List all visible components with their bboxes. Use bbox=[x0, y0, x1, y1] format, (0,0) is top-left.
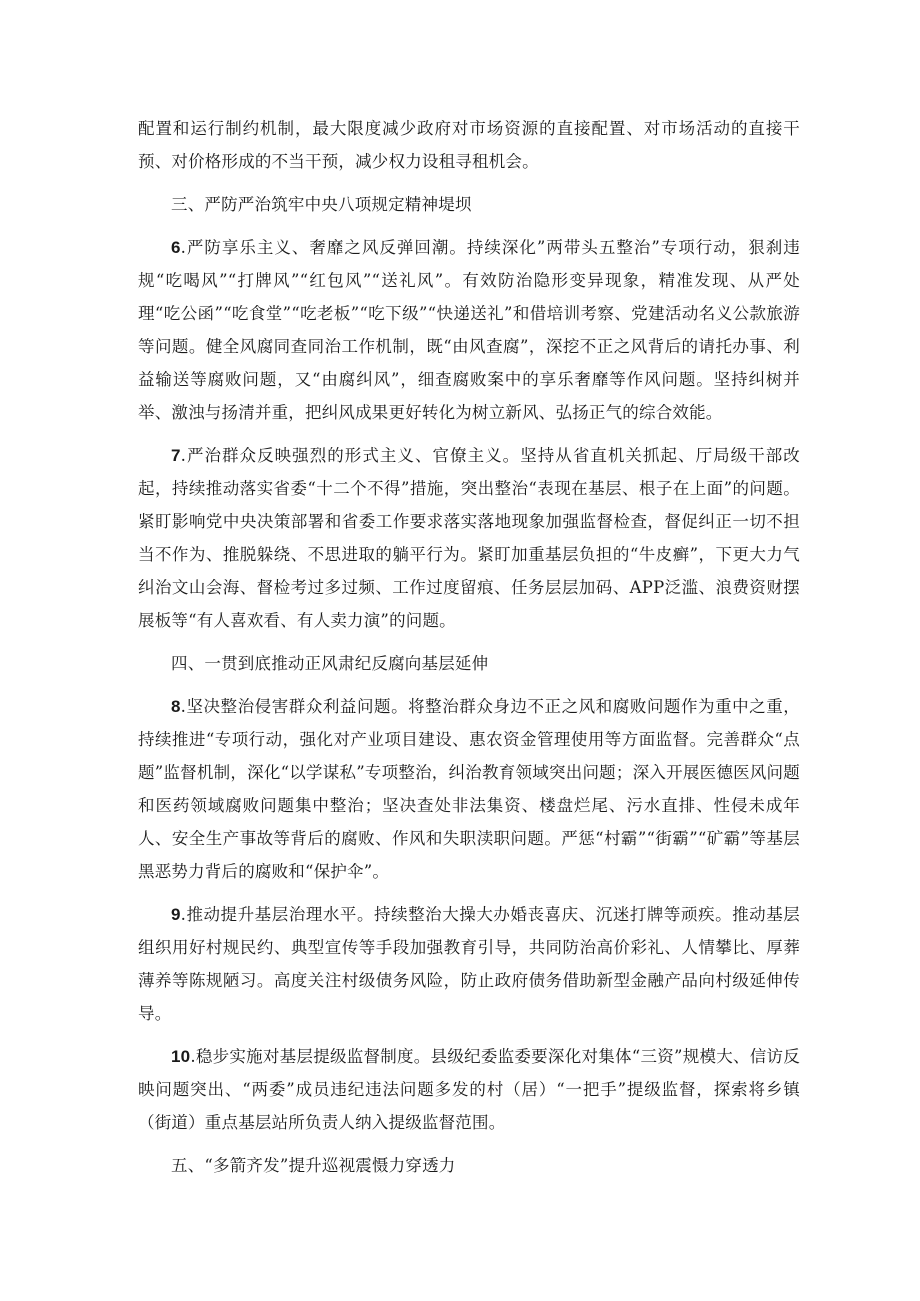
paragraph-10-text: .稳步实施对基层提级监督制度。县级纪委监委要深化对集体“三资”规模大、信访反映问题突出、“两委”成员违纪违法问题多发的村（居）“一把手”提级监督，探索将乡镇（街道）重点基层站所负责人纳入提级监督范围。 bbox=[138, 1047, 800, 1132]
paragraph-7-text: .严治群众反映强烈的形式主义、官僚主义。坚持从省直机关抓起、厅局级干部改起，持续推动落实省委“十二个不得”措施，突出整治“表现在基层、根子在上面”的问题。紧盯影响党中央决策部署和省委工作要求落实落地现象加强监督检查，督促纠正一切不担当不作为、推脱躲绕、不思进取的躺平行为。紧盯加重基层负担的“牛皮癣”，下更大力气纠治文山会海、督检考过多过频、工作过度留痕、任务层层加码、APP泛滥、浪费资财摆展板等“有人喜欢看、有人卖力演”的问题。 bbox=[138, 446, 800, 630]
paragraph-6 bbox=[138, 231, 800, 429]
intro-paragraph: 配置和运行制约机制，最大限度减少政府对市场资源的直接配置、对市场活动的直接干预、对价格形成的不当干预，减少权力设租寻租机会。 bbox=[138, 119, 800, 171]
item-number-10: 10 bbox=[171, 1047, 191, 1066]
section-heading-5: 五、“多箭齐发”提升巡视震慑力穿透力 bbox=[171, 1156, 456, 1175]
item-number-8: 8 bbox=[171, 697, 181, 716]
paragraph-6-text: .严防享乐主义、奢靡之风反弹回潮。持续深化”两带头五整治”专项行动，狠刹违规“吃喝风”“打牌风”“红包风”“送礼风”。有效防治隐形变异现象，精准发现、从严处理“吃公函”“吃食堂”“吃老板”“吃下级”“快递送礼”和借培训考察、党建活动名义公款旅游等问题。健全风腐同查同治工作机制，既“由风查腐”，深挖不正之风背后的请托办事、利益输送等腐败问题，又“由腐纠风”，细查腐败案中的享乐奢靡等作风问题。坚持纠树并举、激浊与扬清并重，把纠风成果更好转化为树立新风、弘扬正气的综合效能。 bbox=[138, 238, 800, 422]
paragraph-9 bbox=[138, 898, 800, 1030]
paragraph-7 bbox=[138, 439, 800, 637]
paragraph-8 bbox=[138, 690, 800, 888]
paragraph-8-text: .坚决整治侵害群众利益问题。将整治群众身边不正之风和腐败问题作为重中之重，持续推进“专项行动，强化对产业项目建设、惠农资金管理使用等方面监督。完善群众“点题”监督机制，深化“以学谋私”专项整治，纠治教育领域突出问题；深入开展医德医风问题和医药领域腐败问题集中整治；坚决查处非法集资、楼盘烂尾、污水直排、性侵未成年人、安全生产事故等背后的腐败、作风和失职渎职问题。严惩“村霸”“街霸”“矿霸”等基层黑恶势力背后的腐败和“保护伞”。 bbox=[138, 697, 800, 881]
item-number-9: 9 bbox=[171, 905, 181, 924]
document-page bbox=[138, 112, 800, 1192]
item-number-7: 7 bbox=[171, 446, 181, 465]
section-heading-4: 四、一贯到底推动正风肃纪反腐向基层延伸 bbox=[171, 654, 489, 673]
paragraph-9-text: .推动提升基层治理水平。持续整治大操大办婚丧喜庆、沉迷打牌等顽疾。推动基层组织用好村规民约、典型宣传等手段加强教育引导，共同防治高价彩礼、人情攀比、厚葬薄养等陈规陋习。高度关注村级债务风险，防止政府债务借助新型金融产品向村级延伸传导。 bbox=[138, 905, 800, 1023]
paragraph-10 bbox=[138, 1040, 800, 1139]
item-number-6: 6 bbox=[171, 238, 181, 257]
section-heading-3: 三、严防严治筑牢中央八项规定精神堤坝 bbox=[171, 195, 472, 214]
